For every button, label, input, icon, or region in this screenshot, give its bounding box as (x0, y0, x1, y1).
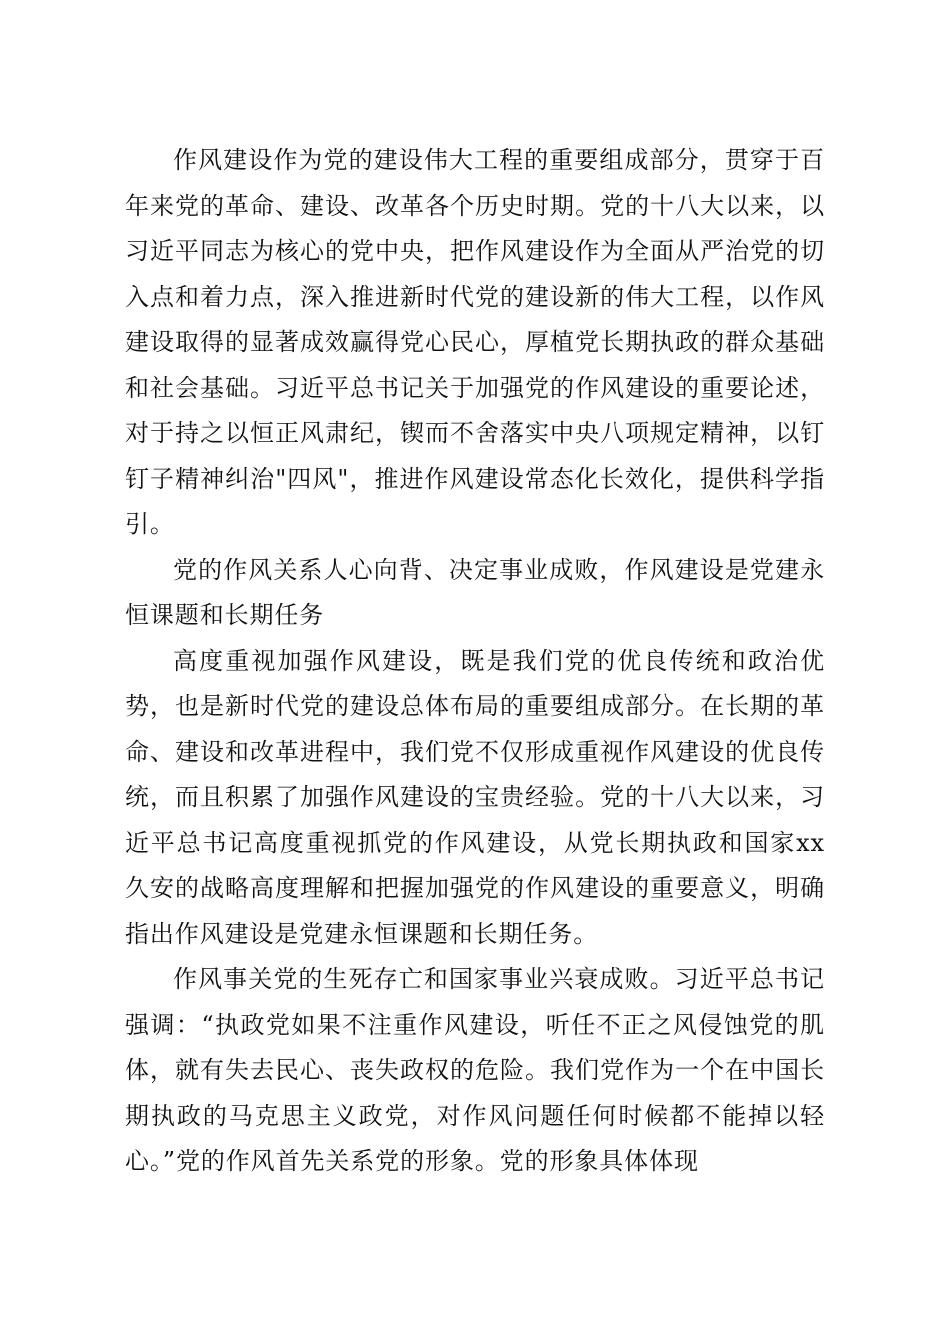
paragraph-survival: 作风事关党的生死存亡和国家事业兴衰成败。习近平总书记强调：“执政党如果不注重作风建设，听任不正之风侵蚀党的肌体，就有失去民心、丧失政权的危险。我们党作为一个在中国长期执政的马克思主义政党，对作风问题任何时候都不能掉以轻心。”党的作风首先关系党的形象。党的形象具体体现 (125, 965, 825, 1175)
paragraph-tradition: 高度重视加强作风建设，既是我们党的优良传统和政治优势，也是新时代党的建设总体布局的重要组成部分。在长期的革命、建设和改革进程中，我们党不仅形成重视作风建设的优良传统，而且积累了加强作风建设的宝贵经验。党的十八大以来，习近平总书记高度重视抓党的作风建设，从党长期执政和国家xx久安的战略高度理解和把握加强党的作风建设的重要意义，明确指出作风建设是党建永恒课题和长期任务。 (125, 646, 825, 948)
paragraph-intro: 作风建设作为党的建设伟大工程的重要组成部分，贯穿于百年来党的革命、建设、改革各个历史时期。党的十八大以来，以习近平同志为核心的党中央，把作风建设作为全面从严治党的切入点和着力点，深入推进新时代党的建设新的伟大工程，以作风建设取得的显著成效赢得党心民心，厚植党长期执政的群众基础和社会基础。习近平总书记关于加强党的作风建设的重要论述，对于持之以恒正风肃纪，锲而不舍落实中央八项规定精神，以钉钉子精神纠治"四风"，推进作风建设常态化长效化，提供科学指引。 (125, 146, 825, 538)
paragraph-section-heading: 党的作风关系人心向背、决定事业成败，作风建设是党建永恒课题和长期任务 (125, 555, 825, 629)
document-body (125, 138, 825, 1185)
